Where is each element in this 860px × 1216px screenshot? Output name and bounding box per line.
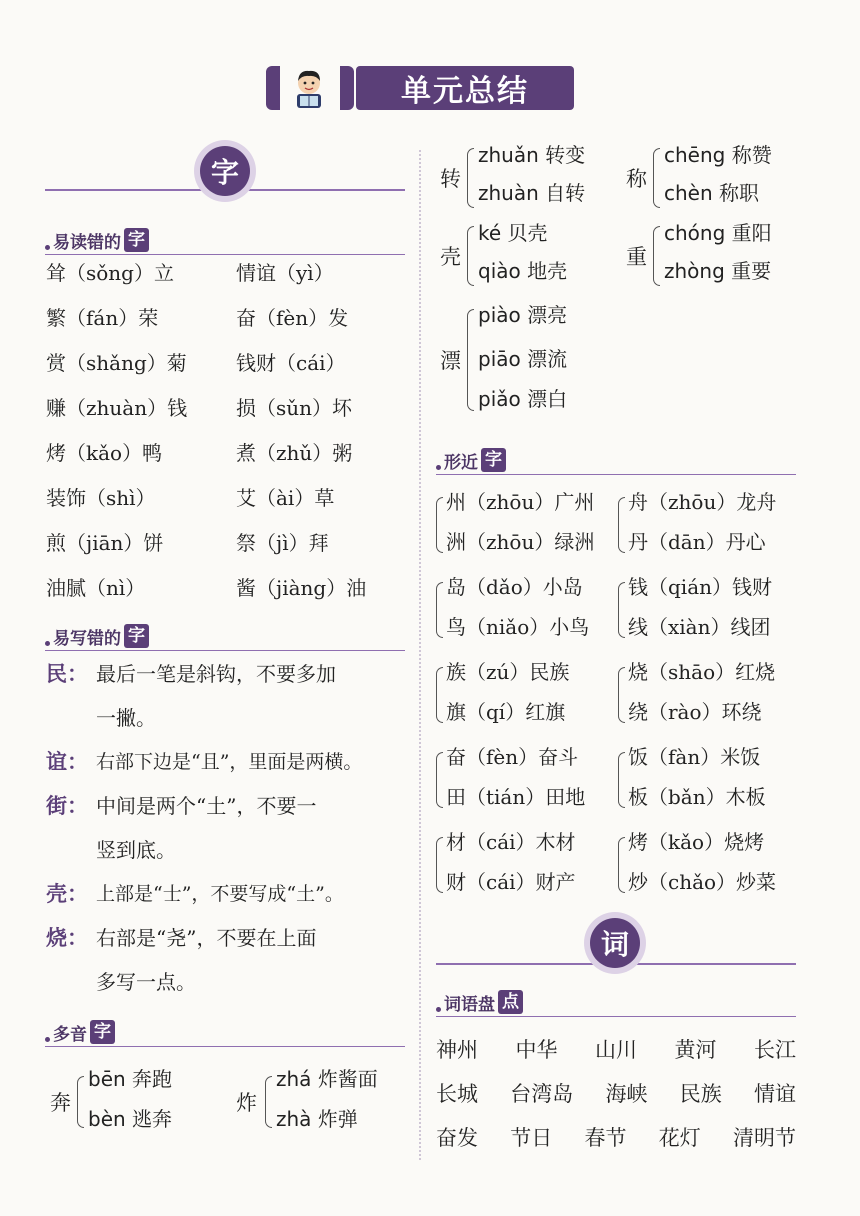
pair-item: 板（bǎn）木板 [628,784,766,809]
brace-icon [653,226,660,286]
subhead-line [45,254,405,255]
rule-text: 最后一笔是斜钩，不要多加 [96,662,336,686]
rule-text: 竖到底。 [96,838,176,862]
list-item: 赚（zhuàn）钱 [46,396,188,420]
poly-item: chēng 称赞 [664,143,772,167]
list-item [46,916,411,1004]
word-row [436,1078,796,1122]
word: 神州 [436,1038,478,1062]
word: 山川 [595,1038,637,1062]
list-item: 繁（fán）荣 [46,306,159,330]
poly-char: 称 [626,167,647,191]
poly-item: zhá 炸酱面 [276,1067,378,1091]
subhead-dot [45,245,50,250]
pair-item: 族（zú）民族 [446,659,570,684]
list-item: 装饰（shì） [46,486,156,510]
subhead-badge: 字 [124,228,149,252]
poly-item: bēn 奔跑 [88,1067,173,1091]
subhead-label: 形近 [444,452,478,473]
rule-text: 上部是“士”，不要写成“土”。 [96,883,344,905]
rule-key: 谊： [46,749,88,774]
list-item [46,740,411,784]
page-title-banner [266,66,574,112]
brace-icon [436,582,443,638]
list-item: 煎（jiān）饼 [46,531,164,555]
pair-item: 炒（chǎo）炒菜 [628,869,777,894]
poly-group-cheng [626,140,772,216]
column-divider [419,150,421,1160]
subhead-line [45,1046,405,1047]
pair-item: 绕（rào）环绕 [628,699,762,724]
list-item: 煮（zhǔ）粥 [236,441,353,465]
subhead-line [436,474,796,475]
rule-text: 右部下边是“且”，里面是两横。 [96,751,363,773]
word-row [436,1122,796,1166]
poly-group-piao [440,298,567,422]
list-item: 酱（jiàng）油 [236,576,367,600]
pair-item: 烤（kǎo）烧烤 [628,829,765,854]
brace-icon [436,837,443,893]
word: 民族 [679,1082,722,1106]
subhead-label: 易读错的 [53,232,121,253]
list-item [46,784,411,872]
word: 中华 [515,1038,558,1062]
subhead-duoyin [45,1020,115,1044]
poly-item: zhuàn 自转 [478,181,586,205]
pair-item: 烧（shāo）红烧 [628,659,776,684]
list-item: 赏（shǎng）菊 [46,351,187,375]
brace-icon [653,148,660,208]
subhead-xingjin [436,448,506,472]
word: 花灯 [658,1126,701,1150]
rule-text: 一撇。 [96,706,156,730]
brace-icon [618,752,625,808]
subhead-yidu [45,228,149,252]
brace-icon [436,497,443,553]
poly-item: zhuǎn 转变 [478,143,586,167]
subhead-label: 词语盘 [444,994,495,1015]
list-item: 钱财（cái） [236,351,346,375]
brace-icon [436,667,443,723]
word: 黄河 [674,1038,717,1062]
pair-group [618,652,776,737]
rule-key: 壳： [46,881,88,906]
subhead-badge: 字 [90,1020,115,1044]
word-row [436,1034,796,1078]
poly-group-zha [236,1062,378,1142]
brace-icon [618,497,625,553]
pair-item: 岛（dǎo）小岛 [446,574,583,599]
poly-item: chèn 称职 [664,181,760,205]
subhead-badge: 点 [498,990,523,1014]
pair-item: 田（tián）田地 [446,784,586,809]
subhead-yixie [45,624,149,648]
pair-item: 丹（dān）丹心 [628,529,766,554]
rule-key: 民： [46,661,88,686]
brace-icon [618,582,625,638]
list-item: 情谊（yì） [236,261,334,285]
pair-item: 洲（zhōu）绿洲 [446,529,595,554]
page-title: 单元总结 [356,66,574,110]
subhead-line [45,650,405,651]
poly-item: chóng 重阳 [664,221,772,245]
poly-item: qiào 地壳 [478,259,568,283]
pair-group [436,652,594,737]
section-zi-badge [194,140,256,202]
brace-icon [77,1076,84,1128]
word: 情谊 [754,1082,796,1106]
rule-text: 多写一点。 [96,970,196,994]
list-item: 耸（sǒng）立 [46,261,174,285]
pair-group [618,737,776,822]
list-item [46,872,411,916]
brace-icon [467,148,474,208]
subhead-line [436,1016,796,1017]
pair-group [618,822,776,907]
pair-item: 材（cái）木材 [446,829,576,854]
list-item: 艾（ài）草 [236,486,335,510]
brace-icon [265,1076,272,1128]
section-ci-label: 词 [590,918,640,968]
poly-group-zhuan [440,140,585,216]
poly-char: 转 [440,167,461,191]
yixie-list [46,652,411,1004]
title-bracket-left [266,66,280,110]
xingjin-right [618,482,776,907]
subhead-badge: 字 [124,624,149,648]
section-ci-badge [584,912,646,974]
pair-group [436,567,594,652]
word: 春节 [584,1126,627,1150]
pair-item: 旗（qí）红旗 [446,699,566,724]
pair-group [618,567,776,652]
word: 清明节 [733,1126,796,1150]
pair-group [436,822,594,907]
ciyu-grid [436,1034,796,1166]
subhead-label: 易写错的 [53,628,121,649]
poly-char: 壳 [440,245,461,269]
pair-item: 财（cái）财产 [446,869,576,894]
pair-item: 舟（zhōu）龙舟 [628,489,777,514]
poly-group-ke [440,218,567,294]
poly-group-zhong [626,218,772,294]
subhead-dot [45,641,50,646]
rule-text: 右部是“尧”，不要在上面 [96,926,317,950]
student-reading-icon [286,68,332,110]
list-item: 油腻（nì） [46,576,146,600]
rule-text: 中间是两个“土”，不要一 [96,794,317,818]
brace-icon [467,309,474,411]
yidu-left-list [46,260,187,620]
subhead-badge: 字 [481,448,506,472]
pair-item: 奋（fèn）奋斗 [446,744,579,769]
poly-item: bèn 逃奔 [88,1107,173,1131]
pair-item: 钱（qián）钱财 [628,574,773,599]
pair-item: 州（zhōu）广州 [446,489,595,514]
list-item [46,652,411,740]
word: 海峡 [605,1082,648,1106]
title-bracket-right [340,66,354,110]
subhead-dot [45,1037,50,1042]
yidu-right-list [236,260,366,620]
brace-icon [618,837,625,893]
subhead-dot [436,1007,441,1012]
poly-group-ben [50,1062,172,1142]
rule-key: 烧： [46,925,88,950]
list-item: 损（sǔn）坏 [236,396,353,420]
word: 长江 [754,1038,796,1062]
pair-item: 线（xiàn）线团 [628,614,771,639]
word: 奋发 [436,1126,478,1150]
word: 长城 [436,1082,478,1106]
pair-item: 鸟（niǎo）小鸟 [446,614,590,639]
brace-icon [467,226,474,286]
pair-group [618,482,776,567]
poly-item: piào 漂亮 [478,303,568,327]
pair-item: 饭（fàn）米饭 [628,744,761,769]
poly-char: 重 [626,245,647,269]
list-item: 祭（jì）拜 [236,531,329,555]
subhead-label: 多音 [53,1024,87,1045]
list-item: 烤（kǎo）鸭 [46,441,163,465]
pair-group [436,737,594,822]
poly-item: zhòng 重要 [664,259,772,283]
pair-group [436,482,594,567]
poly-char: 炸 [236,1091,257,1115]
poly-item: zhà 炸弹 [276,1107,358,1131]
subhead-dot [436,465,441,470]
brace-icon [618,667,625,723]
word: 台湾岛 [510,1082,574,1106]
poly-char: 奔 [50,1091,71,1115]
word: 节日 [510,1126,553,1150]
poly-item: piāo 漂流 [478,347,568,371]
list-item: 奋（fèn）发 [236,306,349,330]
brace-icon [436,752,443,808]
xingjin-left [436,482,594,907]
subhead-ciyupan [436,990,523,1014]
poly-item: ké 贝壳 [478,221,548,245]
poly-char: 漂 [440,349,461,373]
rule-key: 街： [46,793,88,818]
poly-item: piǎo 漂白 [478,387,568,411]
section-zi-label: 字 [200,146,250,196]
